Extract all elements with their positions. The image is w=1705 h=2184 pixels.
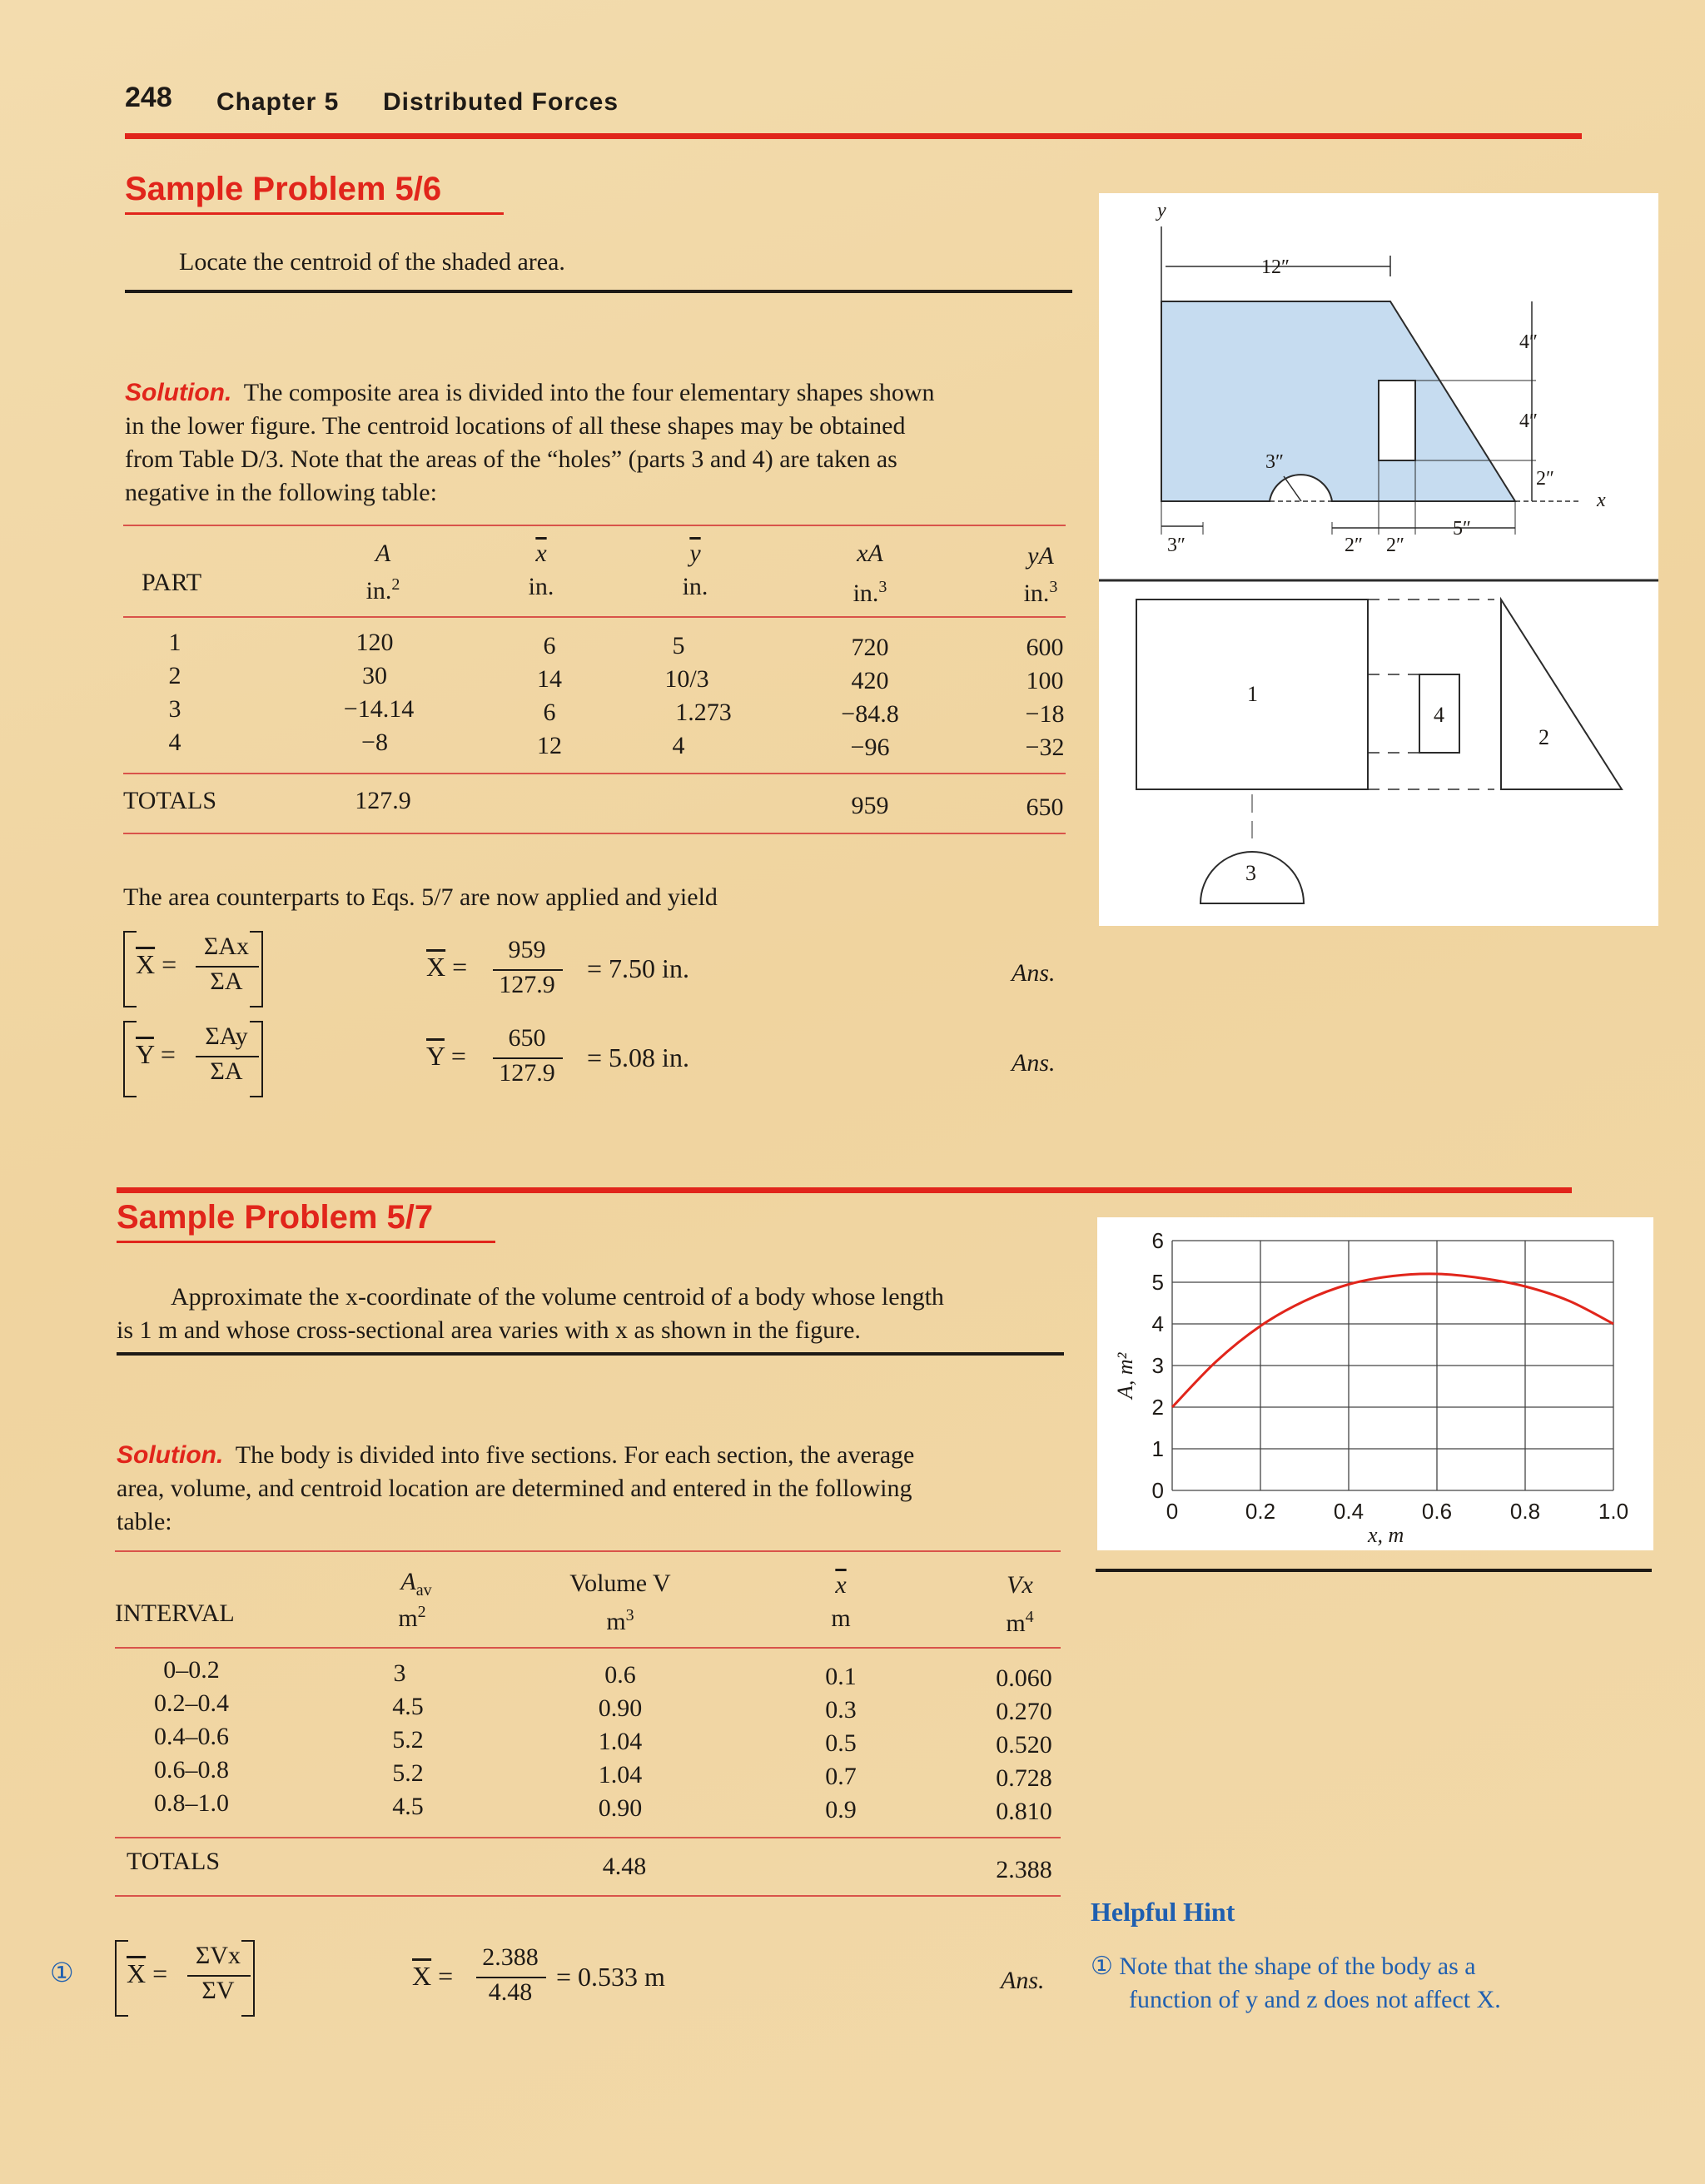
cell-totals-yA: 650: [1026, 794, 1064, 821]
cell-totals-A: 127.9: [355, 787, 411, 814]
cell-volume: 0.90: [598, 1694, 643, 1722]
y-tick-label: 2: [1151, 1395, 1164, 1420]
cell-x: 14: [537, 665, 562, 693]
part-3-label: 3: [1245, 861, 1256, 885]
col-header-xA: xA: [857, 540, 883, 567]
table-rule-totals: [115, 1837, 1061, 1838]
cell-x: 12: [537, 732, 562, 759]
part-1-label: 1: [1247, 682, 1258, 706]
solution-line: from Table D/3. Note that the areas of the “holes” (parts 3 and 4) are taken as: [125, 445, 897, 473]
x-axis-label: x: [1597, 490, 1606, 511]
statement-rule: [125, 290, 1072, 293]
hint-marker: ①: [1091, 1953, 1113, 1980]
x-tick-label: 0.4: [1333, 1499, 1364, 1524]
col-header-A-unit: in.$^2$: [365, 575, 400, 604]
statement-rule: [117, 1352, 1064, 1356]
page-number: 248: [125, 82, 172, 113]
chart-ticks: [1152, 1228, 1629, 1524]
cell-interval: 0.8–1.0: [154, 1789, 229, 1817]
cell-xA: 720: [851, 634, 889, 661]
cell-volume: 1.04: [598, 1761, 643, 1788]
eq-x-bar-lhs: $\overline{X}$ =: [426, 952, 468, 982]
cell-Aav: 4.5: [392, 1693, 424, 1720]
solution-line: table:: [117, 1508, 172, 1535]
cell-totals-label: TOTALS: [127, 1848, 221, 1875]
cell-x: 0.9: [825, 1796, 857, 1823]
x-tick-label: 0.2: [1245, 1499, 1276, 1524]
cell-volume: 0.90: [598, 1794, 643, 1822]
cell-volume: 1.04: [598, 1728, 643, 1755]
cell-x: 6: [543, 699, 556, 726]
col-header-y-unit: in.: [682, 573, 708, 600]
sample-problem-title: Sample Problem 5/7: [117, 1199, 434, 1236]
eq-result: = 0.533 m: [556, 1962, 665, 1992]
y-axis-label: y: [1157, 200, 1166, 221]
col-header-Aav-unit: $m^2$: [398, 1603, 426, 1632]
col-header-A: A: [375, 540, 391, 567]
cell-yA: 600: [1026, 634, 1064, 661]
answer-label: Ans.: [1012, 959, 1056, 987]
title-underline: [125, 212, 504, 215]
y-tick-label: 6: [1151, 1228, 1164, 1253]
col-header-volume-unit: $m^3$: [606, 1606, 634, 1635]
table-rule-header: [123, 616, 1066, 618]
cell-volume: 0.6: [604, 1661, 636, 1689]
solution-paragraph: [117, 1439, 1074, 1539]
col-header-yA: yA: [1027, 542, 1054, 570]
figure-rule: [1096, 1569, 1652, 1572]
eq-result: = 7.50 in.: [587, 953, 689, 983]
x-tick-label: 1.0: [1598, 1499, 1629, 1524]
part-2-label: 2: [1538, 725, 1549, 749]
cell-Vx: 0.520: [996, 1731, 1052, 1759]
hint-line: Note that the shape of the body as a: [1119, 1953, 1476, 1980]
eq-denominator: ΣA: [210, 968, 243, 995]
cell-x: 0.3: [825, 1696, 857, 1724]
chapter-title: Distributed Forces: [383, 88, 619, 116]
cell-A: −14.14: [343, 695, 415, 723]
cell-A: 120: [355, 629, 394, 656]
y-tick-label: 0: [1151, 1478, 1164, 1503]
cell-Aav: 5.2: [392, 1759, 424, 1787]
cell-x: 0.7: [825, 1763, 857, 1790]
eq-denominator: ΣA: [210, 1057, 243, 1085]
y-tick-label: 5: [1151, 1270, 1164, 1295]
cell-A: 30: [362, 662, 387, 689]
x-tick-label: 0.8: [1509, 1499, 1541, 1524]
solution-label: Solution.: [125, 379, 232, 406]
composite-area-figure: [1099, 193, 1658, 926]
cell-part: 3: [168, 695, 181, 723]
solution-line: in the lower figure. The centroid locations of all these shapes may be obtained: [125, 412, 906, 440]
eq-lhs: $\overline{X}$ =: [136, 949, 177, 979]
eq-value-numerator: 959: [508, 936, 546, 963]
title-underline: [117, 1241, 495, 1243]
eq-numerator: ΣVx: [195, 1942, 241, 1969]
eq-lhs: $\overline{Y}$ =: [136, 1039, 176, 1069]
bracket-right: [250, 1021, 263, 1097]
cell-totals-volume: 4.48: [602, 1853, 647, 1880]
solution-line: negative in the following table:: [125, 479, 437, 506]
solution-paragraph: [125, 376, 1074, 510]
rectangular-hole: [1379, 381, 1415, 460]
table-rule-bottom: [115, 1895, 1061, 1897]
area-curve-chart: [1097, 1217, 1653, 1550]
helpful-hint-title: Helpful Hint: [1091, 1897, 1235, 1927]
y-tick-label: 4: [1151, 1311, 1164, 1336]
composite-area-diagram: [1099, 193, 1658, 926]
eq-x-bar-lhs: $\overline{X}$ =: [412, 1961, 454, 1991]
eq-numerator: ΣAx: [203, 933, 250, 960]
col-header-x: $\overline{x}$: [835, 1571, 847, 1599]
table-rule-top: [123, 525, 1066, 526]
dim-2-b: 2″: [1386, 535, 1404, 556]
cell-interval: 0.6–0.8: [154, 1756, 229, 1784]
y-tick-label: 1: [1151, 1436, 1164, 1461]
cell-x: 6: [543, 632, 556, 659]
problem-statement: [117, 1281, 1074, 1347]
solution-line: area, volume, and centroid location are determined and entered in the following: [117, 1475, 912, 1502]
cell-part: 2: [168, 662, 181, 689]
cell-part: 4: [168, 729, 181, 756]
col-header-x: $\overline{x}$: [535, 540, 547, 567]
col-header-x-unit: m: [831, 1604, 851, 1632]
cell-Aav: 3: [393, 1659, 406, 1687]
chart-grid: [1172, 1241, 1613, 1490]
shaded-area: [1161, 301, 1515, 501]
col-header-yA-unit: in.$^3$: [1023, 578, 1058, 607]
header-rule: [125, 133, 1582, 139]
chapter-label: Chapter 5: [216, 88, 340, 116]
eq-lhs: $\overline{X}$ =: [127, 1958, 168, 1988]
problem-statement: Locate the centroid of the shaded area.: [179, 248, 565, 276]
area-curve-line: [1172, 1274, 1613, 1407]
col-header-Aav: $A_{av}$: [400, 1568, 432, 1599]
eq-value-denominator: 4.48: [488, 1978, 533, 2006]
cell-Vx: 0.810: [996, 1798, 1052, 1825]
part-4-label: 4: [1434, 703, 1444, 727]
cell-interval: 0.4–0.6: [154, 1723, 229, 1750]
dim-5: 5″: [1453, 518, 1471, 540]
answer-label: Ans.: [1001, 1967, 1045, 1994]
cell-totals-xA: 959: [851, 792, 889, 819]
col-header-volume: Volume V: [569, 1570, 671, 1597]
cell-Aav: 4.5: [392, 1793, 424, 1820]
eq-value-numerator: 650: [508, 1024, 546, 1052]
eq-numerator: ΣAy: [205, 1022, 248, 1050]
dim-4-mid: 4″: [1519, 410, 1538, 432]
cell-yA: −32: [1025, 734, 1065, 761]
x-axis-title: x, m: [1368, 1523, 1404, 1547]
area-curve-figure: [1097, 1217, 1653, 1550]
cell-yA: 100: [1026, 667, 1064, 694]
cell-Vx: 0.270: [996, 1698, 1052, 1725]
helpful-hint: [1091, 1950, 1590, 2017]
cell-x: 0.5: [825, 1729, 857, 1757]
cell-y: 5: [672, 632, 685, 659]
cell-interval: 0–0.2: [163, 1656, 220, 1684]
table-rule-totals: [123, 773, 1066, 774]
cell-A: −8: [361, 729, 388, 756]
cell-Vx: 0.728: [996, 1764, 1052, 1792]
hint-marker-1: ①: [50, 1958, 74, 1987]
col-header-xA-unit: in.$^3$: [852, 578, 887, 607]
dim-radius-3: 3″: [1265, 451, 1284, 473]
hint-line: function of y and z does not affect X.: [1129, 1986, 1501, 2013]
solution-label: Solution.: [117, 1441, 224, 1469]
x-tick-label: 0: [1166, 1499, 1179, 1524]
answer-label: Ans.: [1012, 1049, 1056, 1077]
bracket-right: [241, 1940, 255, 2017]
cell-totals-Vx: 2.388: [996, 1856, 1052, 1883]
eq-result: = 5.08 in.: [587, 1042, 689, 1072]
eq-denominator: ΣV: [201, 1977, 235, 2004]
dim-2-right: 2″: [1536, 468, 1554, 490]
cell-y: 1.273: [675, 699, 732, 726]
bracket-left: [123, 931, 137, 1007]
dim-12: 12″: [1261, 256, 1290, 278]
eq-y-bar-lhs: $\overline{Y}$ =: [426, 1041, 466, 1071]
table-rule-bottom: [123, 833, 1066, 834]
cell-xA: −96: [850, 734, 890, 761]
cell-y: 10/3: [664, 665, 709, 693]
col-header-Vx: Vx: [1007, 1571, 1033, 1599]
table-rule-top: [115, 1550, 1061, 1552]
col-header-Vx-unit: $m^4$: [1006, 1608, 1034, 1637]
dim-2-a: 2″: [1345, 535, 1363, 556]
sample-problem-title: Sample Problem 5/6: [125, 171, 442, 207]
section-rule: [117, 1187, 1572, 1193]
cell-interval: 0.2–0.4: [154, 1689, 229, 1717]
statement-line: Approximate the x-coordinate of the volume centroid of a body whose length: [171, 1283, 944, 1311]
col-header-x-unit: in.: [528, 573, 554, 600]
cell-totals-label: TOTALS: [123, 787, 217, 814]
table-rule-header: [115, 1647, 1061, 1649]
statement-line: is 1 m and whose cross-sectional area varies with x as shown in the figure.: [117, 1316, 861, 1344]
y-axis-title: A, m²: [1113, 1352, 1137, 1399]
bracket-right: [250, 931, 263, 1007]
dim-3: 3″: [1167, 535, 1186, 556]
part-2-triangle: [1501, 599, 1622, 789]
cell-y: 4: [672, 732, 685, 759]
col-header-part: PART: [142, 569, 202, 596]
x-tick-label: 0.6: [1421, 1499, 1453, 1524]
cell-xA: 420: [851, 667, 889, 694]
solution-line: The composite area is divided into the four elementary shapes shown: [243, 379, 935, 406]
bracket-left: [123, 1021, 137, 1097]
applied-text: The area counterparts to Eqs. 5/7 are now applied and yield: [123, 883, 718, 911]
cell-Aav: 5.2: [392, 1726, 424, 1754]
eq-value-numerator: 2.388: [482, 1943, 539, 1971]
col-header-interval: INTERVAL: [115, 1599, 235, 1627]
solution-line: The body is divided into five sections. For each section, the average: [235, 1441, 915, 1469]
cell-part: 1: [168, 629, 181, 656]
dim-4-top: 4″: [1519, 331, 1538, 353]
cell-x: 0.1: [825, 1663, 857, 1690]
cell-yA: −18: [1025, 700, 1065, 728]
cell-xA: −84.8: [841, 700, 899, 728]
cell-Vx: 0.060: [996, 1664, 1052, 1692]
y-tick-label: 3: [1151, 1353, 1164, 1378]
eq-value-denominator: 127.9: [499, 1059, 555, 1087]
col-header-y: $\overline{y}$: [689, 540, 701, 567]
eq-value-denominator: 127.9: [499, 971, 555, 998]
